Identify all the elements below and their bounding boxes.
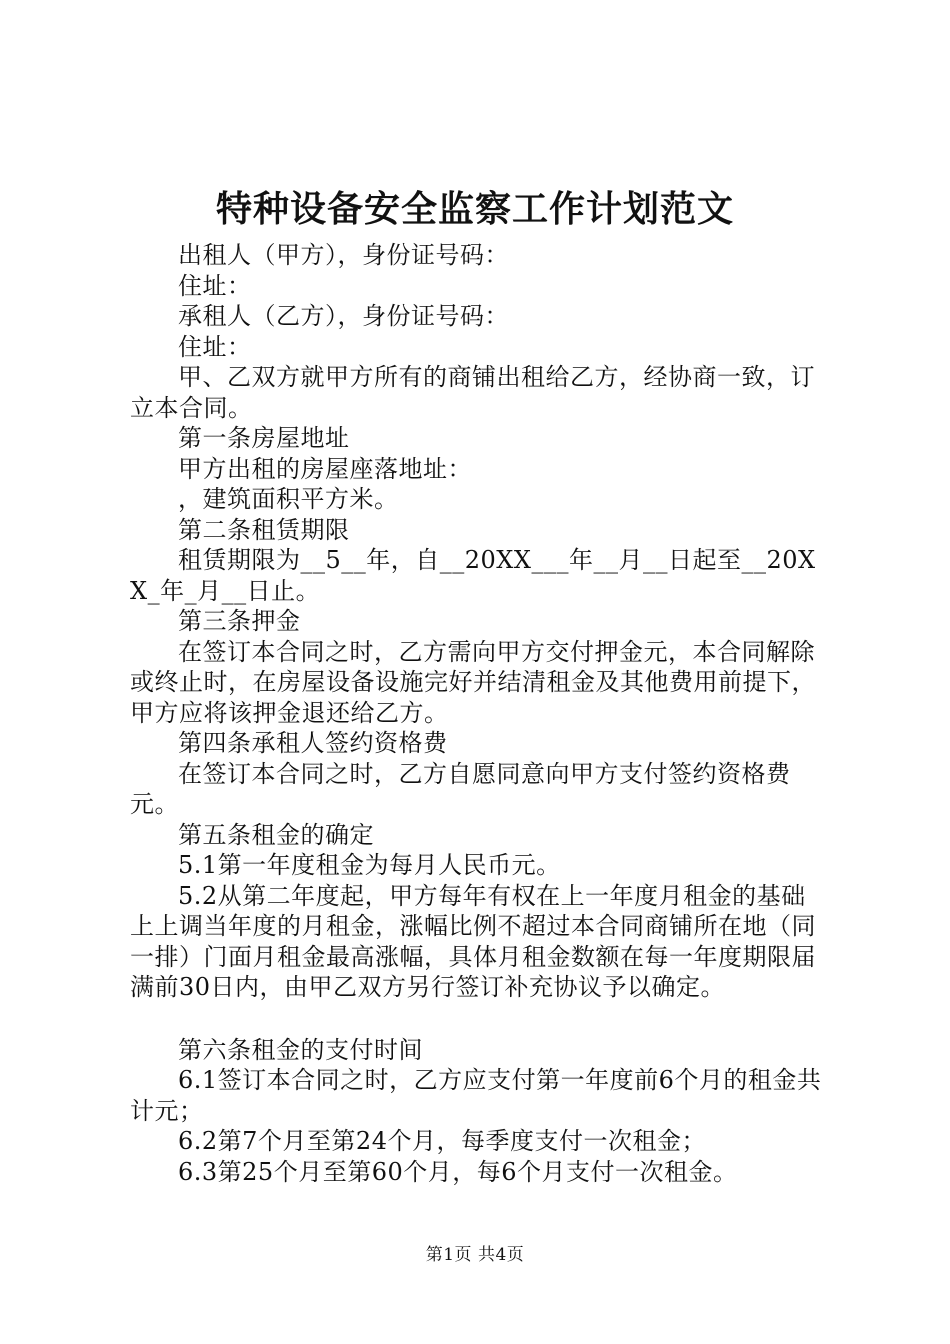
article-6-clause-1: 6.1签订本合同之时，乙方应支付第一年度前6个月的租金共计元； — [130, 1066, 822, 1125]
article-1-area: ，建筑面积平方米。 — [178, 485, 399, 513]
article-3-heading: 第三条押金 — [178, 607, 301, 635]
article-3-deposit: 在签订本合同之时，乙方需向甲方交付押金元，本合同解除或终止时，在房屋设备设施完好并结清租金及其他费用前提下，甲方应将该押金退还给乙方。 — [130, 637, 816, 727]
article-1-heading: 第一条房屋地址 — [178, 424, 350, 452]
article-2-heading: 第二条租赁期限 — [178, 515, 350, 544]
document-body — [130, 240, 830, 1187]
lessor-address-line: 住址： — [178, 271, 252, 300]
article-5-clause-2: 5.2从第二年度起，甲方每年有权在上一年度月租金的基础上上调当年度的月租金，涨幅比例不超过本合同商铺所在地（同一排）门面月租金最高涨幅，具体月租金数额在每一年度期限届满前30日内，由甲乙双方另行签订补充协议予以确定。 — [130, 881, 816, 1001]
article-6-heading: 第六条租金的支付时间 — [178, 1035, 423, 1064]
agreement-intro: 甲、乙双方就甲方所有的商铺出租给乙方，经协商一致，订立本合同。 — [130, 363, 815, 422]
lessee-line: 承租人（乙方），身份证号码： — [178, 302, 509, 330]
article-2-term: 租赁期限为__5__年，自__20XX___年__月__日起至__20XX_年_月__日止。 — [130, 546, 816, 605]
page-number-footer: 第1页 共4页 — [425, 1245, 525, 1265]
lessee-address-line: 住址： — [178, 332, 252, 361]
article-5-clause-1: 5.1第一年度租金为每月人民币元。 — [178, 851, 561, 879]
article-4-heading: 第四条承租人签约资格费 — [178, 729, 448, 757]
article-5-heading: 第五条租金的确定 — [178, 820, 374, 849]
article-4-fee: 在签订本合同之时，乙方自愿同意向甲方支付签约资格费元。 — [130, 759, 791, 818]
lessor-line: 出租人（甲方），身份证号码： — [178, 241, 509, 269]
document-title: 特种设备安全监察工作计划范文 — [215, 188, 734, 230]
article-6-clause-2: 6.2第7个月至第24个月，每季度支付一次租金； — [178, 1127, 706, 1155]
article-1-address: 甲方出租的房屋座落地址： — [178, 454, 472, 483]
article-6-clause-3: 6.3第25个月至第60个月，每6个月支付一次租金。 — [178, 1157, 738, 1186]
